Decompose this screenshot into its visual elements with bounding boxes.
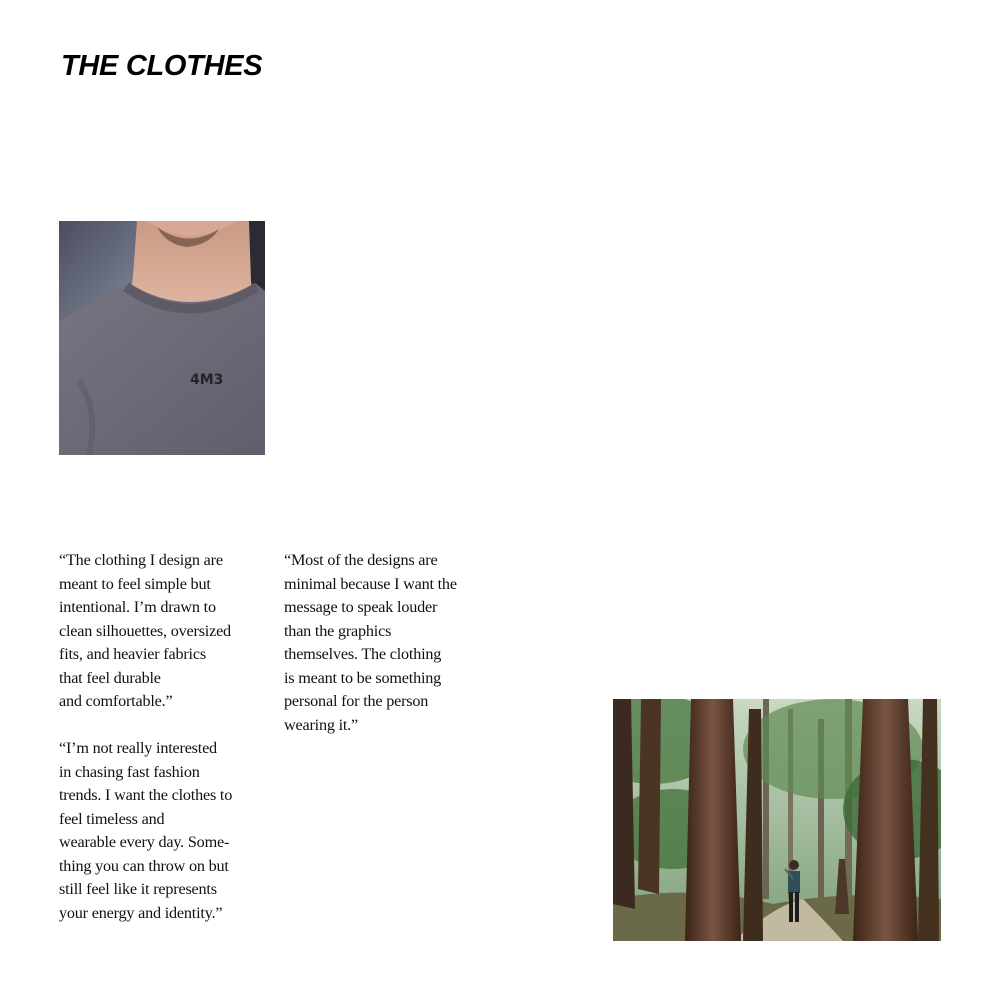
forest-photo-illustration (613, 699, 941, 941)
quote-fast-fashion: “I’m not really interested in chasing fast fashion trends. I want the clothes to feel timeless and wearable every day. Some- thing you can throw on but still feel like it represents your energy and identity.” (59, 739, 233, 922)
page-title: THE CLOTHES (61, 50, 263, 82)
shirt-photo (59, 221, 265, 455)
quote-clothing-design: “The clothing I design are meant to feel simple but intentional. I’m drawn to clean silhouettes, oversized fits, and heavier fabrics that feel durable and comfortable.” (59, 551, 231, 710)
quote-minimal-designs: “Most of the designs are minimal because I want the message to speak louder than the graphics themselves. The clothing is meant to be something personal for the person wearing it.” (284, 551, 457, 734)
shirt-print-text: 4M3 (190, 372, 224, 388)
shirt-photo-illustration (59, 221, 265, 455)
forest-photo (613, 699, 941, 941)
